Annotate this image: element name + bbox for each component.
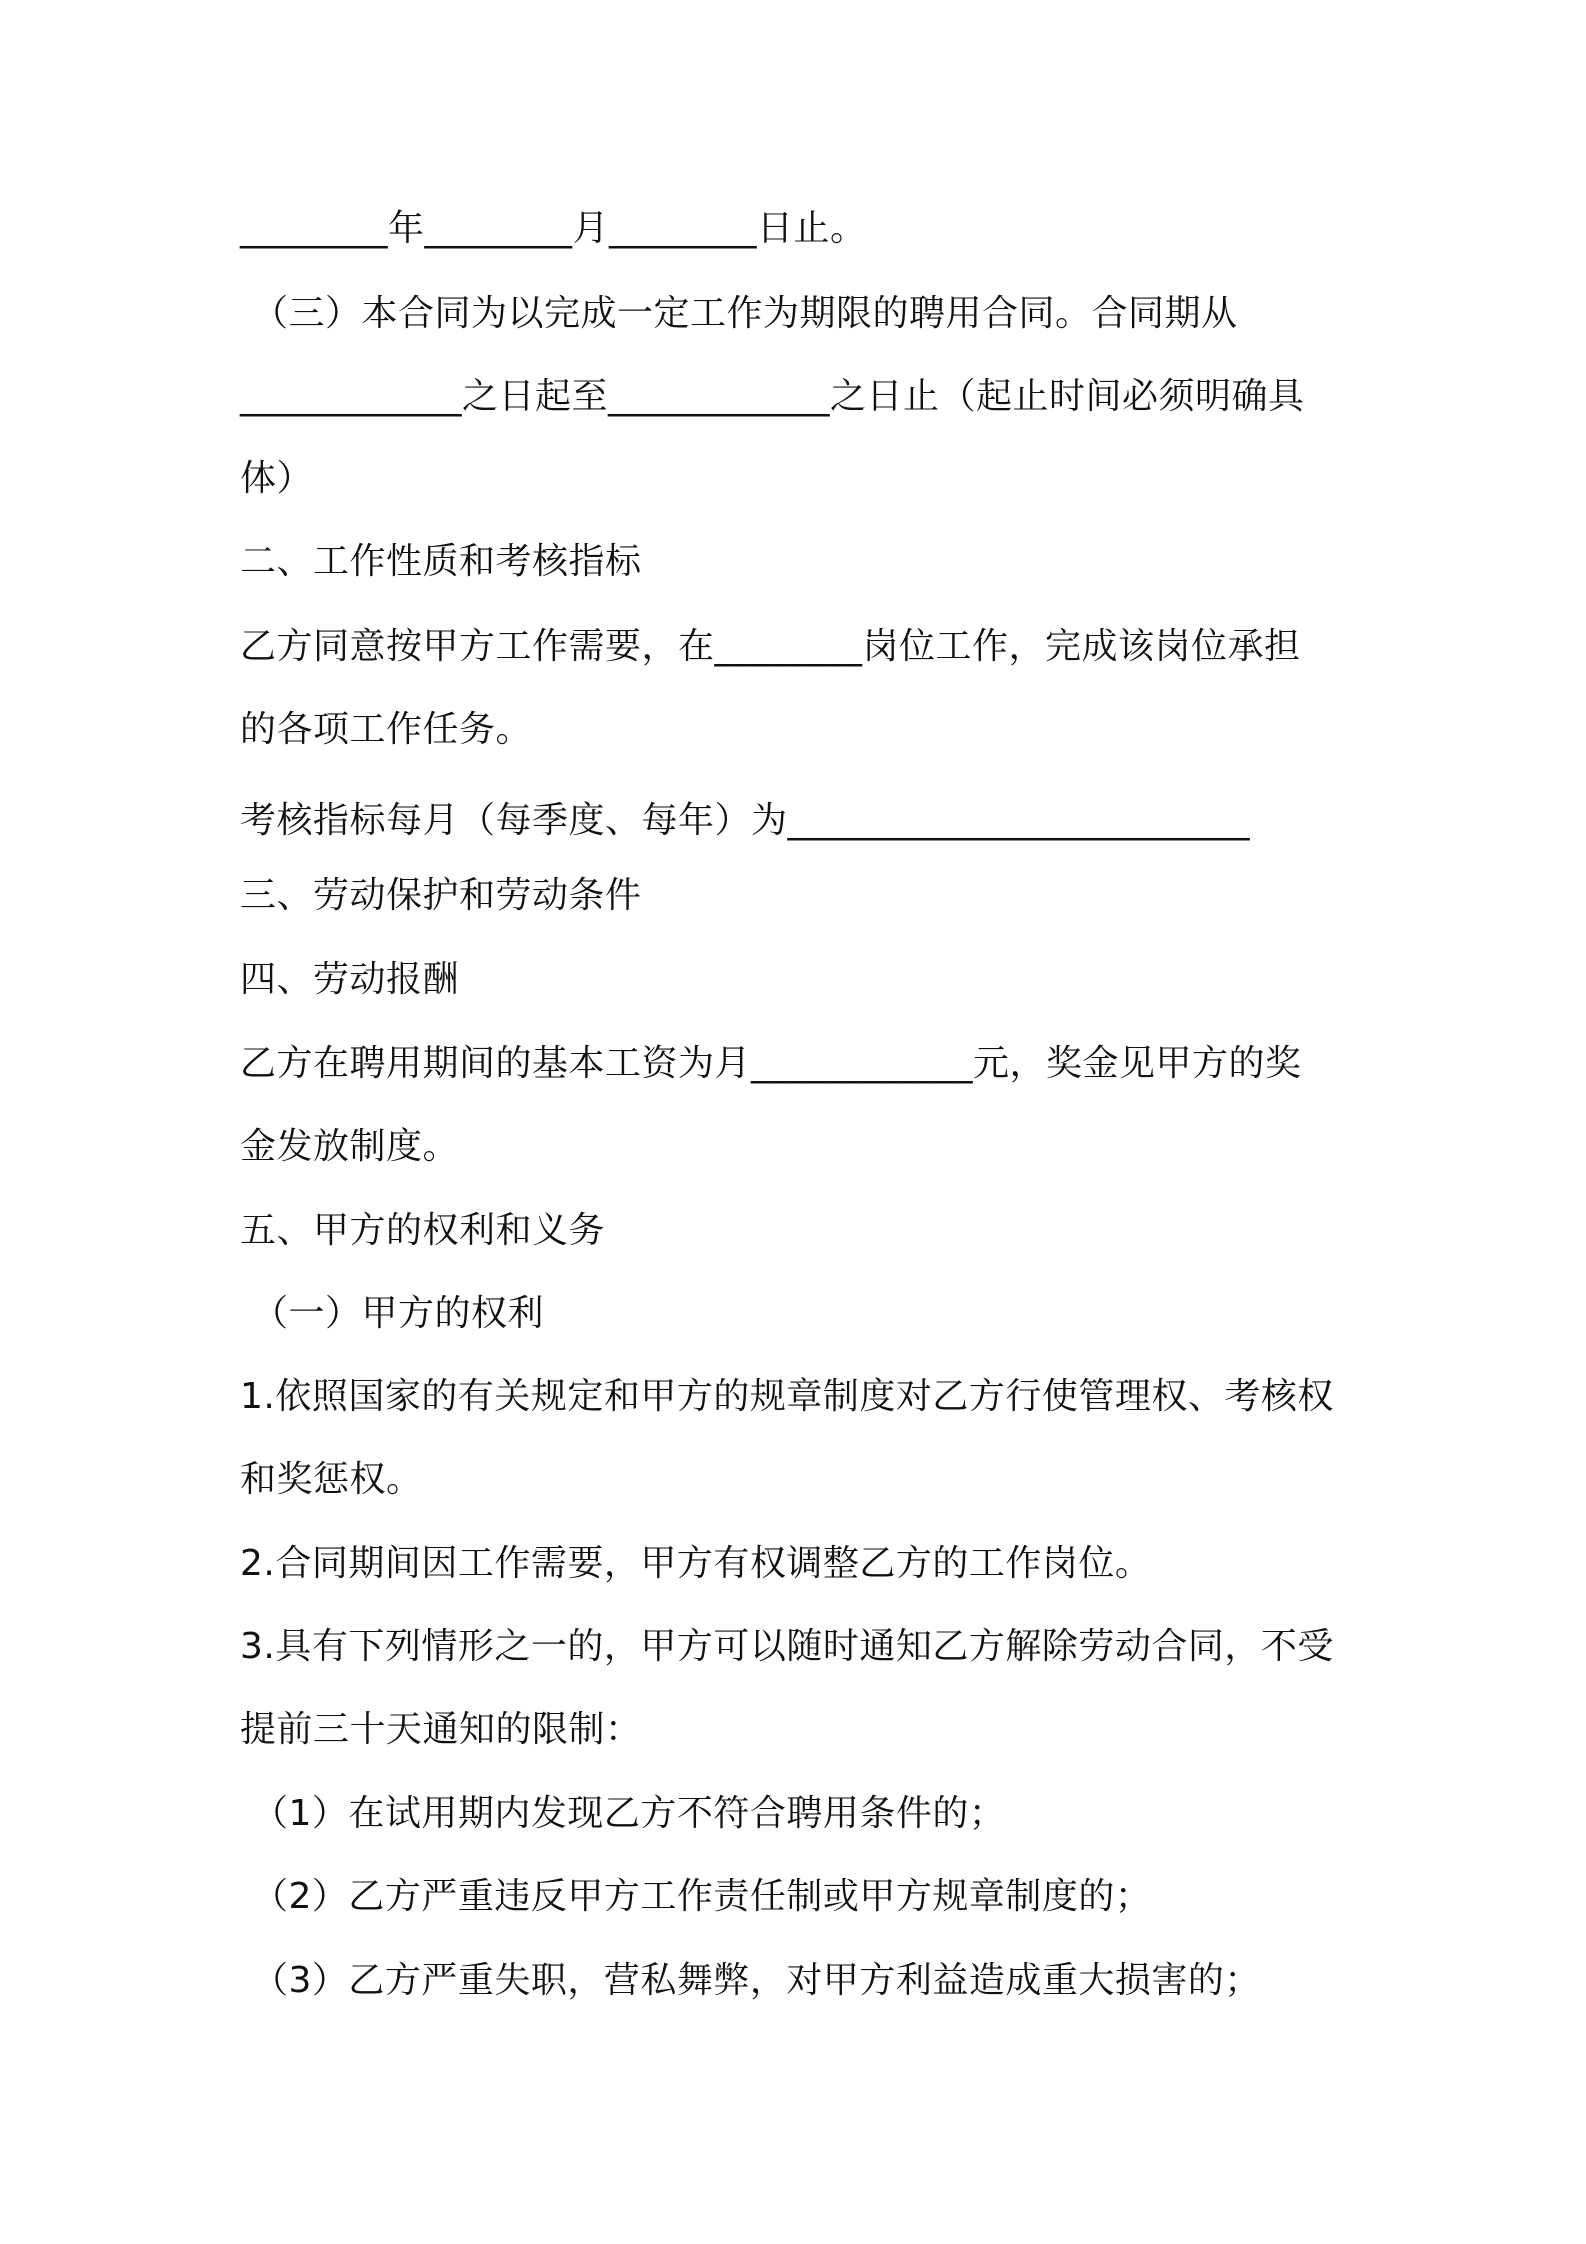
right-1: 1.依照国家的有关规定和甲方的规章制度对乙方行使管理权、考核权	[240, 1376, 1334, 1417]
condition-3: （3）乙方严重失职，营私舞弊，对甲方利益造成重大损害的；	[252, 1960, 1261, 2001]
condition-2: （2）乙方严重违反甲方工作责任制或甲方规章制度的；	[252, 1876, 1152, 1917]
salary-line: 乙方在聘用期间的基本工资为月____________元，奖金见甲方的奖	[240, 1043, 1302, 1084]
assessment-indicator-line: 考核指标每月（每季度、每年）为_________________________	[240, 800, 1251, 841]
section-3-heading: 三、劳动保护和劳动条件	[240, 875, 642, 916]
right-1-continued: 和奖惩权。	[240, 1459, 423, 1500]
section-4-heading: 四、劳动报酬	[240, 959, 460, 1000]
right-2: 2.合同期间因工作需要，甲方有权调整乙方的工作岗位。	[240, 1543, 1152, 1584]
right-3-continued: 提前三十天通知的限制：	[240, 1709, 642, 1750]
bonus-line: 金发放制度。	[240, 1126, 460, 1167]
subsection-1-heading: （一）甲方的权利	[252, 1293, 545, 1334]
condition-1: （1）在试用期内发现乙方不符合聘用条件的；	[252, 1793, 1006, 1834]
section-5-heading: 五、甲方的权利和义务	[240, 1210, 606, 1251]
section-2-paragraph: 乙方同意按甲方工作需要，在________岗位工作，完成该岗位承担	[240, 626, 1301, 667]
clause-3-end: 体）	[240, 458, 314, 499]
section-2-paragraph-continued: 的各项工作任务。	[240, 709, 533, 750]
right-3: 3.具有下列情形之一的，甲方可以随时通知乙方解除劳动合同，不受	[240, 1626, 1334, 1667]
end-date-line: ________年________月________日止。	[240, 208, 867, 249]
clause-3-continued: ____________之日起至____________之日止（起止时间必须明确具	[240, 376, 1305, 417]
clause-3-text: （三）本合同为以完成一定工作为期限的聘用合同。合同期从	[252, 293, 1238, 334]
section-2-heading: 二、工作性质和考核指标	[240, 541, 642, 582]
